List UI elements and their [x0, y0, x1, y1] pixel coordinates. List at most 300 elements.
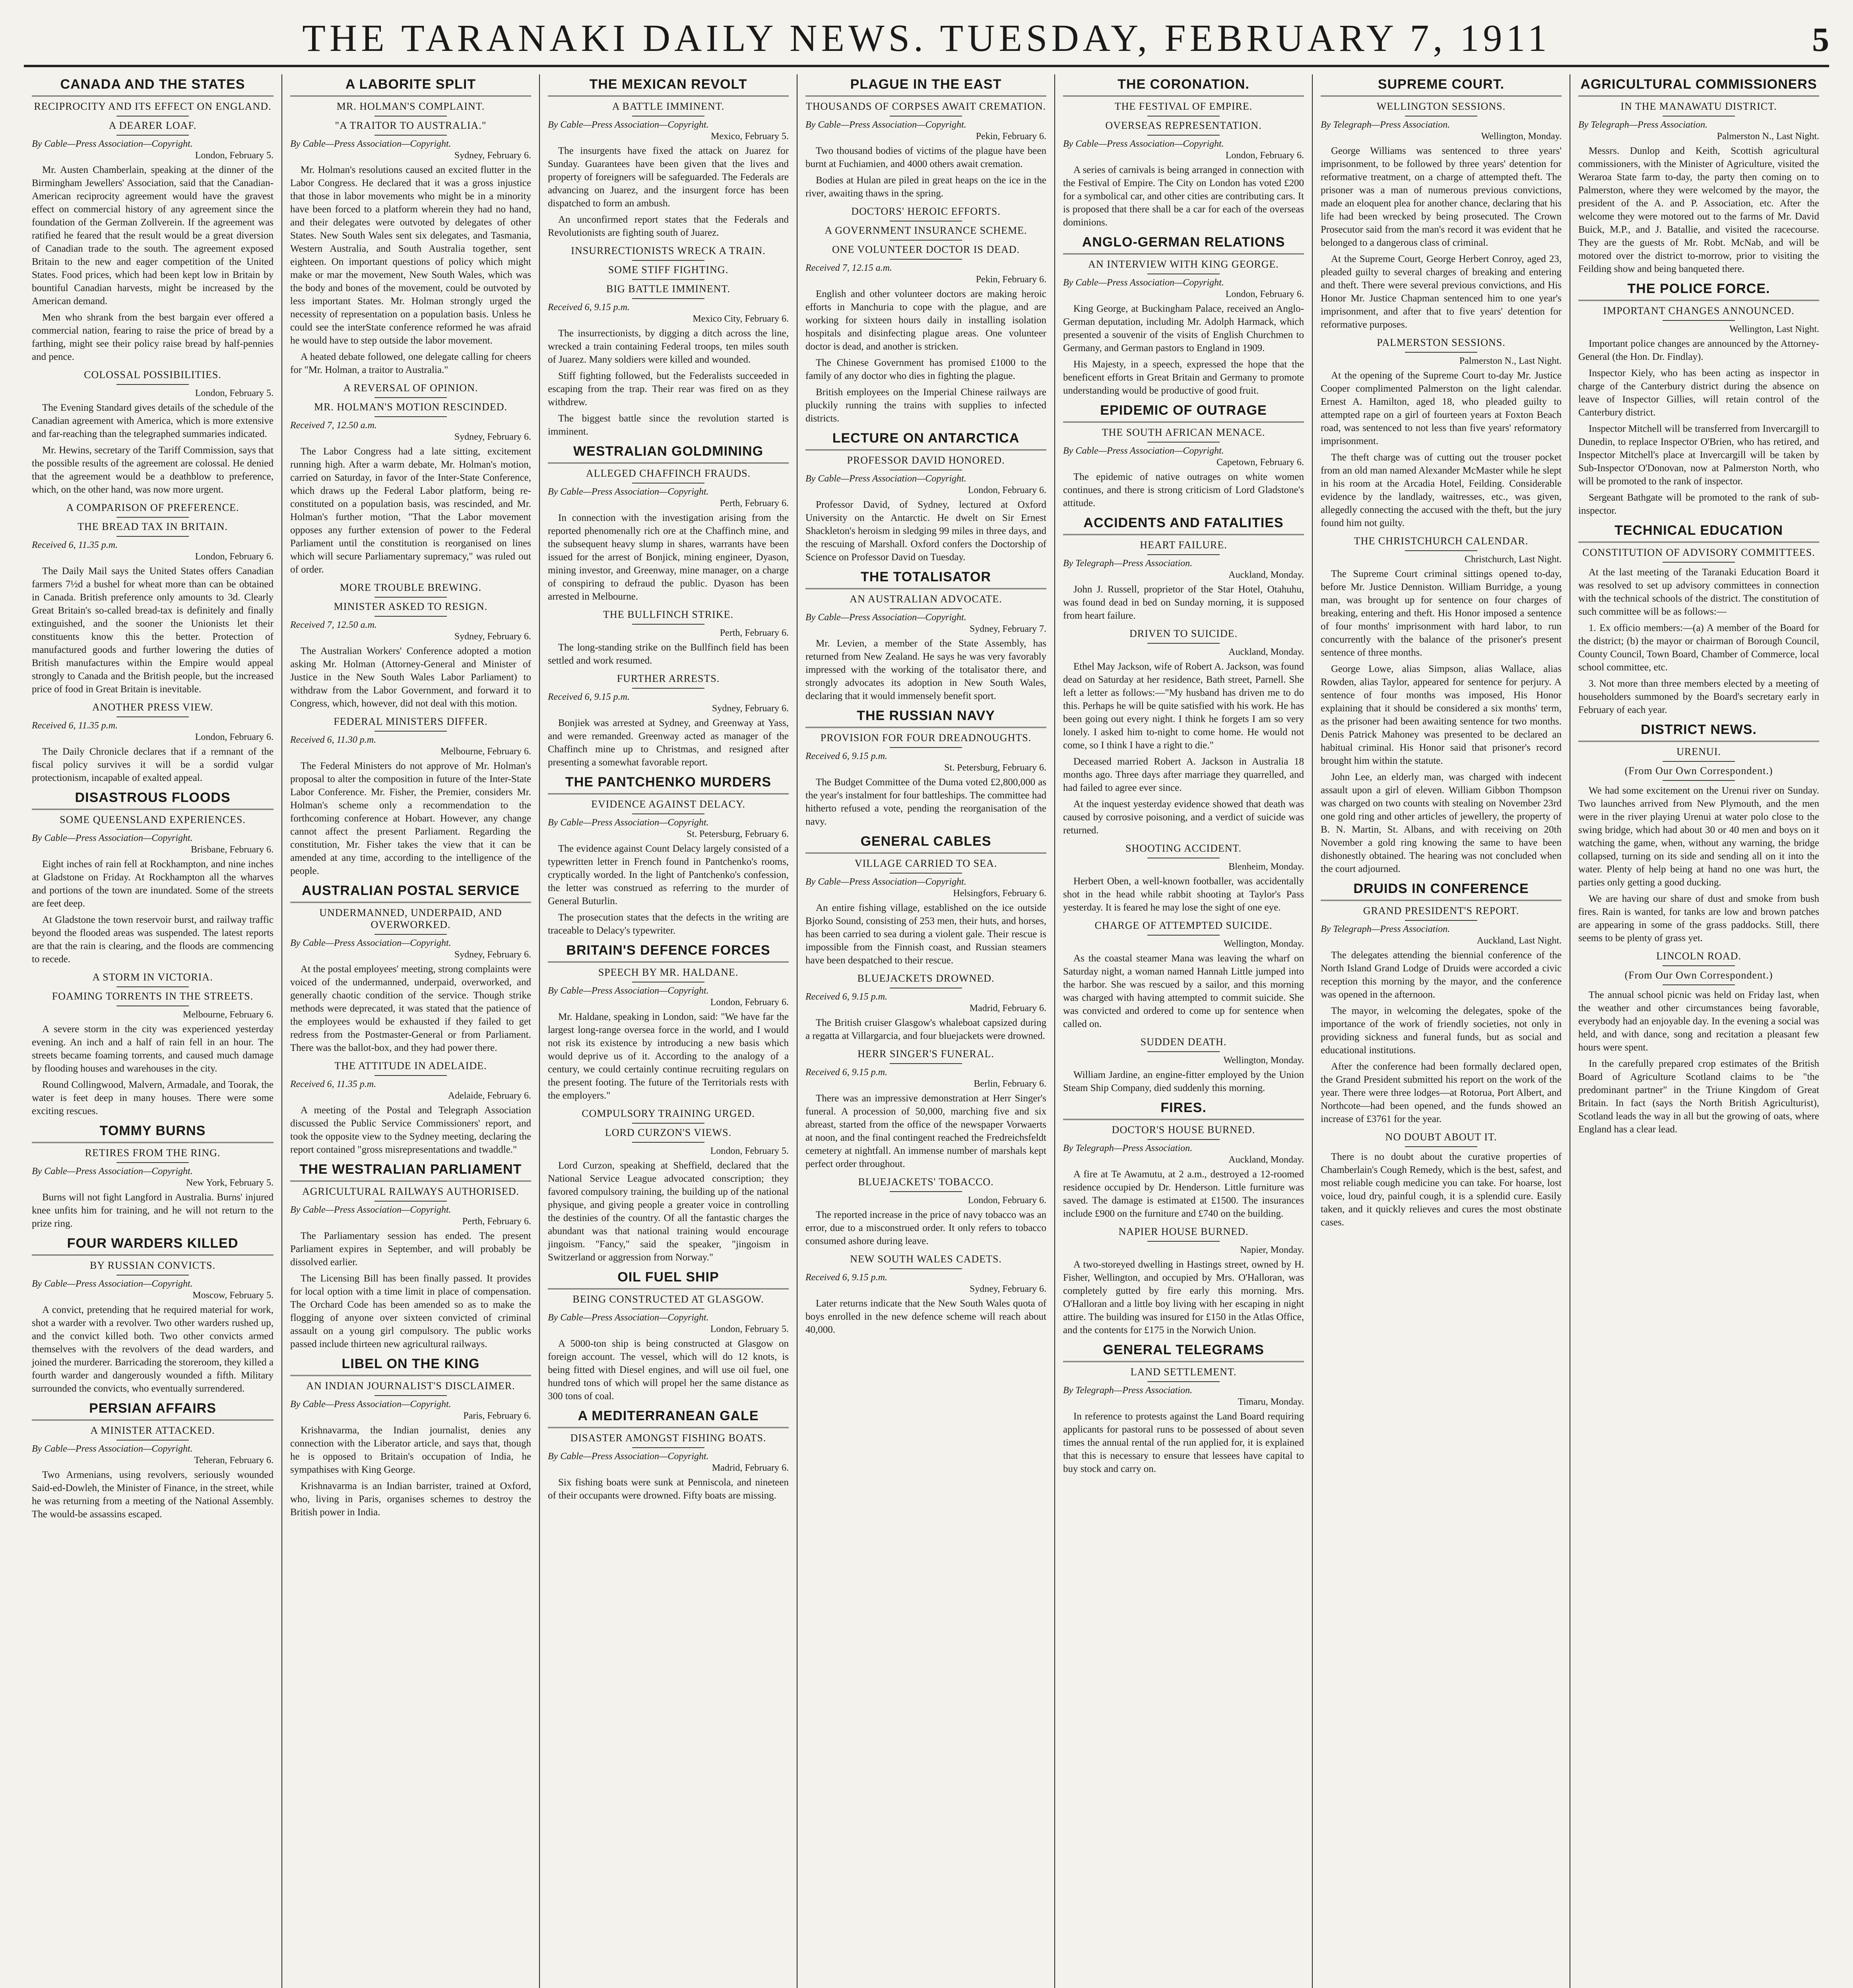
article-subhead: FEDERAL MINISTERS DIFFER.: [334, 716, 488, 727]
article: [290, 77, 531, 377]
article-place-date: Berlin, February 6.: [974, 1079, 1046, 1089]
article-paragraph: The Daily Chronicle declares that if a remnant of the fiscal policy survives it will be a sordid vulgar protectionism, incapable of exalted appeal.: [32, 746, 274, 783]
article-dateline: By Cable—Press Association—Copyright.: [32, 1279, 193, 1289]
article-dateline: By Cable—Press Association—Copyright.: [32, 1166, 193, 1176]
article-place-date: Perth, February 6.: [720, 498, 789, 509]
article: [290, 1060, 531, 1156]
article-subhead: SHOOTING ACCIDENT.: [1125, 843, 1242, 854]
article-headline: THE RUSSIAN NAVY: [805, 708, 1046, 728]
article: [805, 708, 1046, 828]
article-subhead: NO DOUBT ABOUT IT.: [1385, 1131, 1497, 1143]
article-paragraph: Herbert Oben, a well-known footballer, was accidentally shot in the head while rabbit shooting at Taylor's Pass yesterday. It is feared he may lose the sight of one eye.: [1063, 876, 1304, 913]
article: [290, 382, 531, 576]
article-place-date: Melbourne, February 6.: [183, 1010, 274, 1020]
article-subhead: RETIRES FROM THE RING.: [85, 1147, 221, 1159]
article-paragraph: Bonjiek was arrested at Sydney, and Greenway at Yass, and were remanded. Greenway acted as manager of the Chaffinch mine up to Christmas, and resigned after presenting a somewhat favorable report.: [548, 718, 789, 768]
article-subhead: VILLAGE CARRIED TO SEA.: [854, 858, 997, 869]
article: [290, 1162, 531, 1351]
article: [32, 77, 274, 363]
article: [290, 582, 531, 710]
article-headline: DISTRICT NEWS.: [1578, 722, 1819, 742]
divider-rule: [1147, 442, 1220, 443]
article-subhead: THE BREAD TAX IN BRITAIN.: [78, 521, 228, 532]
article-place-date: London, February 6.: [1225, 289, 1304, 299]
article-place-date: Sydney, February 7.: [969, 624, 1046, 634]
article-headline: DISASTROUS FLOODS: [32, 790, 274, 810]
article: [1063, 235, 1304, 397]
article-subhead: (From Our Own Correspondent.): [1624, 969, 1773, 981]
article: [805, 431, 1046, 564]
article-headline: THE CORONATION.: [1063, 77, 1304, 97]
divider-rule: [890, 747, 962, 748]
article-place-date: Mexico, February 5.: [711, 131, 789, 142]
article-subhead: HEART FAILURE.: [1140, 539, 1227, 551]
divider-rule: [890, 240, 962, 241]
article-paragraph: Stiff fighting followed, but the Federalists succeeded in escaping from the trap. Their rear was fired on as they withdrew.: [548, 371, 789, 408]
article-subhead: DOCTORS' HEROIC EFFORTS.: [851, 206, 1001, 217]
article-dateline: By Telegraph—Press Association.: [1063, 558, 1193, 569]
article-paragraph: A series of carnivals is being arranged in connection with the Festival of Empire. The City on London has voted £200 for a symbolical car, and other cities are contributing cars. It is proposed that there shall be a car for each of the overseas dominions.: [1063, 165, 1304, 228]
article-subhead: NEW SOUTH WALES CADETS.: [850, 1253, 1002, 1265]
column-3: [539, 74, 797, 1988]
article-subhead: GRAND PRESIDENT'S REPORT.: [1363, 905, 1519, 916]
article-subhead: A GOVERNMENT INSURANCE SCHEME.: [825, 225, 1027, 236]
article-dateline: By Cable—Press Association—Copyright.: [290, 938, 451, 948]
divider-rule: [1663, 761, 1735, 762]
article-paragraph: The Evening Standard gives details of the schedule of the Canadian agreement with America, which is more extensive and far-reaching than the telegraphed summaries indicated.: [32, 402, 274, 439]
article-paragraph: Mr. Levien, a member of the State Assembly, has returned from New Zealand. He says he was very favorably impressed with the working of the totalisator there, and strongly advocates its adoption in New South Wales, declaring that it would immensely benefit sport.: [805, 638, 1046, 701]
article-dateline: By Telegraph—Press Association.: [1321, 924, 1450, 934]
article-paragraph: The Australian Workers' Conference adopted a motion asking Mr. Holman (Attorney-General and Minister of Justice in the New South Wales Labor Parliament) to withdraw from the Labor Government, and forward it to Congress, which, however, did not deal with this motion.: [290, 646, 531, 709]
article-paragraph: After the conference had been formally declared open, the Grand President submitted his report on the work of the year. There were three lodges—at Rotorua, Port Albert, and Northcote—had been opened, and the funds showed an increase of £3761 for the year.: [1321, 1061, 1562, 1124]
article-headline: BRITAIN'S DEFENCE FORCES: [548, 943, 789, 963]
article-subhead: BY RUSSIAN CONVICTS.: [90, 1260, 215, 1271]
article-headline: OIL FUEL SHIP: [548, 1270, 789, 1289]
article-paragraph: Lord Curzon, speaking at Sheffield, declared that the National Service League advocated conscription; they favored compulsory training, the building up of the national physique, and giving people a greater voice in controlling the destinies of the country. Of all the fantastic charges the abundant was that national training would encourage jingoism. "Fancy," said the speaker, "jingoism in Switzerland or aggression from Norway.": [548, 1160, 789, 1263]
article-subhead: RECIPROCITY AND ITS EFFECT ON ENGLAND.: [34, 101, 272, 112]
divider-rule: [116, 1275, 189, 1276]
article-paragraph: A fire at Te Awamutu, at 2 a.m., destroyed a 12-roomed residence occupied by Dr. Henderson. Little furniture was saved. The damage is estimated at £1500. The insurances include £900 on the furniture and £740 on the building.: [1063, 1169, 1304, 1219]
article-subhead: LORD CURZON'S VIEWS.: [605, 1127, 732, 1138]
article-subhead: MR. HOLMAN'S MOTION RESCINDED.: [314, 401, 508, 413]
divider-rule: [1405, 550, 1477, 551]
article-headline: PERSIAN AFFAIRS: [32, 1401, 274, 1421]
article: [805, 569, 1046, 703]
article-subhead: BEING CONSTRUCTED AT GLASGOW.: [572, 1293, 764, 1305]
divider-rule: [1147, 1381, 1220, 1382]
article-subhead: AGRICULTURAL RAILWAYS AUTHORISED.: [302, 1186, 520, 1197]
article-paragraph: George Williams was sentenced to three years' imprisonment, to be followed by three years' detention for reformative treatment, on a charge of attempted theft. The prisoner was a man of numerous previous convictions, made an eloquent plea for another chance, declaring that his life had been wrecked by being prosecuted. The Crown Prosecutor said from the man's record it was evident that he belonged to a dangerous class of criminal.: [1321, 146, 1562, 248]
article-dateline: Received 7, 12.50 a.m.: [290, 420, 377, 431]
article-subhead: COMPULSORY TRAINING URGED.: [582, 1108, 755, 1119]
article-subhead: "A TRAITOR TO AUSTRALIA.": [335, 120, 487, 131]
article-paragraph: Eight inches of rain fell at Rockhampton, and nine inches at Gladstone on Friday. At Rockhampton all the wharves and portions of the town are inundated. Some of the streets are feet deep.: [32, 859, 274, 909]
article-dateline: By Cable—Press Association—Copyright.: [1063, 139, 1224, 149]
article-headline: THE PANTCHENKO MURDERS: [548, 775, 789, 794]
article-subhead: SPEECH BY MR. HALDANE.: [598, 967, 739, 978]
article-paragraph: In connection with the investigation arising from the reported phenomenally rich ore at the Chaffinch mine, and the subsequent heavy slump in shares, warrants have been issued for the arrest of Bonjick, mining engineer, Dyason, mining investor, and Greenway, mine manager, on a charge of conspiring to defraud the public. Dyason has been arrested in Melbourne.: [548, 513, 789, 602]
article: [805, 1176, 1046, 1248]
divider-rule: [1663, 562, 1735, 563]
article-dateline: By Cable—Press Association—Copyright.: [32, 139, 193, 149]
article-paragraph: The Supreme Court criminal sittings opened to-day, before Mr. Justice Denniston. William Burridge, a young man, was brought up for sentence on four charges of breaking, entering and theft. His Honor imposed a sentence of four months' imprisonment with hard labor, to run concurrently with the balance of the prisoner's present sentence of three months.: [1321, 569, 1562, 658]
article-subhead: IN THE MANAWATU DISTRICT.: [1620, 101, 1777, 112]
article-subhead: URENUI.: [1676, 746, 1721, 757]
article-paragraph: The Chinese Government has promised £1000 to the family of any doctor who dies in fighting the plague.: [805, 357, 1046, 381]
article-paragraph: His Majesty, in a speech, expressed the hope that the beneficent efforts in Great Britain and Germany to promote understanding would be productive of good fruit.: [1063, 359, 1304, 396]
article-subhead: THE SOUTH AFRICAN MENACE.: [1102, 427, 1265, 438]
article-paragraph: Men who shrank from the best bargain ever offered a commercial nation, fearing to raise the price of bread by a farthing, might see their policy raise bread by half-pennies and pence.: [32, 312, 274, 362]
divider-rule: [374, 1075, 447, 1076]
article-headline: THE POLICE FORCE.: [1578, 281, 1819, 301]
article-dateline: By Cable—Press Association—Copyright.: [32, 833, 193, 843]
article-dateline: Received 6, 11.30 p.m.: [290, 735, 376, 745]
article-headline: THE WESTRALIAN PARLIAMENT: [290, 1162, 531, 1182]
divider-rule: [1147, 135, 1220, 136]
divider-rule: [1663, 984, 1735, 985]
article-paragraph: John Lee, an elderly man, was charged with indecent assault upon a girl of eleven. William Gibbon Thompson was charged on two counts with stealing on November 23rd one gold ring and other articles of jewellery, the property of B. N. Martin, St. Albans, and with receiving on 20th November a gold ring knowing the same to have been dishonestly obtained. The hearing was not concluded when the court adjourned.: [1321, 772, 1562, 874]
article-subhead: A REVERSAL OF OPINION.: [343, 382, 478, 394]
article-subhead: MR. HOLMAN'S COMPLAINT.: [336, 101, 485, 112]
article-subhead: DRIVEN TO SUICIDE.: [1129, 628, 1238, 639]
article: [805, 1253, 1046, 1336]
article-place-date: London, February 5.: [195, 388, 274, 398]
article-place-date: Auckland, Monday.: [1228, 647, 1304, 657]
divider-rule: [890, 873, 962, 874]
divider-rule: [116, 829, 189, 830]
article-paragraph: The theft charge was of cutting out the trouser pocket from an old man named Alexander McMaster while he slept in his room at the Arcadia Hotel, Feilding. Considerable evidence by the landlady, waitresses, etc., was given, allegedly connecting the accused with the theft, but the jury found him not guilty.: [1321, 452, 1562, 528]
article-dateline: By Cable—Press Association—Copyright.: [290, 1399, 451, 1409]
article-place-date: Wellington, Last Night.: [1729, 324, 1819, 334]
columns-container: [24, 74, 1829, 1988]
article-paragraph: Mr. Holman's resolutions caused an excited flutter in the Labor Congress. He declared that it was a gross injustice that those in labor movements who might be in a minority have been forced to a platform wherein they had no hand, and their delegates were outvoted by delegates of other States. New South Wales sent six delegates, and Tasmania, Western Australia, and South Australia together, sent eighteen. On important questions of policy which might make or mar the movement, New South Wales, which was the body and bones of the movement, could be outvoted by less important States. Mr. Holman strongly urged the necessity of representation on a population basis. Unless he could see the interState conference reformed he was afraid he would have to step outside the labor movement.: [290, 165, 531, 346]
divider-rule: [116, 536, 189, 537]
article-paragraph: A 5000-ton ship is being constructed at Glasgow on foreign account. The vessel, which will do 12 knots, is being fitted with Diesel engines, and will use oil fuel, one hundred tons of which will propel her the same distance as 300 tons of coal.: [548, 1338, 789, 1402]
article: [1063, 1342, 1304, 1475]
divider-rule: [1147, 1241, 1220, 1242]
divider-rule: [632, 279, 704, 280]
article-dateline: By Cable—Press Association—Copyright.: [290, 139, 451, 149]
article-place-date: London, February 6.: [968, 1195, 1046, 1206]
divider-rule: [374, 397, 447, 398]
article-subhead: THE CHRISTCHURCH CALENDAR.: [1354, 535, 1529, 547]
article-subhead: THE FESTIVAL OF EMPIRE.: [1114, 101, 1253, 112]
article-subhead: PROFESSOR DAVID HONORED.: [847, 454, 1005, 466]
article: [1578, 950, 1819, 1136]
article-dateline: Received 6, 11.35 p.m.: [32, 720, 118, 731]
article-headline: EPIDEMIC OF OUTRAGE: [1063, 403, 1304, 423]
article-place-date: Pekin, February 6.: [976, 274, 1046, 285]
article-headline: PLAGUE IN THE EAST: [805, 77, 1046, 97]
article-subhead: EVIDENCE AGAINST DELACY.: [591, 798, 745, 810]
article: [1063, 1226, 1304, 1337]
article-subhead: AN INDIAN JOURNALIST'S DISCLAIMER.: [306, 1380, 515, 1392]
article: [1578, 523, 1819, 716]
article-place-date: St. Petersburg, February 6.: [944, 763, 1046, 773]
divider-rule: [632, 298, 704, 299]
article-dateline: By Cable—Press Association—Copyright.: [32, 1444, 193, 1454]
article: [1321, 535, 1562, 876]
divider-rule: [1147, 1139, 1220, 1140]
article-headline: DRUIDS IN CONFERENCE: [1321, 881, 1562, 901]
article-dateline: Received 6, 9.15 p.m.: [805, 992, 887, 1002]
divider-rule: [632, 1142, 704, 1143]
article: [32, 1401, 274, 1521]
article-subhead: HERR SINGER'S FUNERAL.: [858, 1048, 994, 1060]
article-subhead: MORE TROUBLE BREWING.: [340, 582, 482, 593]
divider-rule: [890, 1268, 962, 1269]
article-subhead: A DEARER LOAF.: [109, 120, 197, 131]
article: [805, 77, 1046, 200]
article-place-date: Madrid, February 6.: [712, 1463, 789, 1473]
article-dateline: By Cable—Press Association—Copyright.: [805, 120, 966, 130]
article-place-date: Christchurch, Last Night.: [1465, 554, 1562, 565]
article-place-date: Perth, February 6.: [720, 628, 789, 638]
article: [32, 701, 274, 784]
article-subhead: (From Our Own Correspondent.): [1624, 765, 1773, 777]
article-paragraph: At the opening of the Supreme Court to-day Mr. Justice Cooper complimented Palmerston on the light calendar. Ernest A. Hamilton, aged 18, who pleaded guilty to attempted rape on a girl of fourteen years at Foxton Beach road, was sentenced to not less than five years' reformatory imprisonment.: [1321, 370, 1562, 447]
article: [290, 1356, 531, 1519]
article-dateline: By Cable—Press Association—Copyright.: [805, 877, 966, 887]
article-paragraph: 3. Not more than three members elected by a meeting of householders summoned by the Board's secretary early in February of each year.: [1578, 678, 1819, 715]
article-subhead: CHARGE OF ATTEMPTED SUICIDE.: [1094, 920, 1273, 931]
article: [548, 245, 789, 438]
article-subhead: IMPORTANT CHANGES ANNOUNCED.: [1603, 305, 1795, 316]
article-paragraph: The Labor Congress had a late sitting, excitement running high. After a warm debate, Mr. Holman's motion, carried on Saturday, in favor of the Inter-State Conference, which draws up the Federal Labor platform, being re-constituted on a population basis, was rescinded, and Mr. Holman's further motion, "That the Labor movement opposes any further extension of power to the Federal Parliament until the constitution is reorganised on lines which will secure Parliamentary supremacy," was ruled out of order.: [290, 446, 531, 575]
article-subhead: SUDDEN DEATH.: [1140, 1036, 1227, 1048]
article-place-date: Madrid, February 6.: [969, 1003, 1046, 1013]
article-place-date: Melbourne, February 6.: [440, 746, 531, 757]
article: [1063, 403, 1304, 510]
article-place-date: Blenheim, Monday.: [1228, 862, 1304, 872]
article-place-date: Timaru, Monday.: [1238, 1397, 1304, 1407]
article-headline: TECHNICAL EDUCATION: [1578, 523, 1819, 543]
article-dateline: By Cable—Press Association—Copyright.: [1063, 446, 1224, 456]
article-dateline: By Telegraph—Press Association.: [1063, 1143, 1193, 1153]
article: [805, 206, 1046, 425]
article-place-date: Pekin, February 6.: [976, 131, 1046, 142]
masthead: [24, 16, 1829, 67]
article: [1321, 881, 1562, 1126]
article-paragraph: Burns will not fight Langford in Australia. Burns' injured knee unfits him for training, and he will not return to the prize ring.: [32, 1192, 274, 1229]
article-headline: LECTURE ON ANTARCTICA: [805, 431, 1046, 450]
article-subhead: FURTHER ARRESTS.: [617, 673, 720, 684]
article-paragraph: The British cruiser Glasgow's whaleboat capsized during a regatta at Villargarcia, and four bluejackets were drowned.: [805, 1017, 1046, 1041]
article-place-date: Wellington, Monday.: [1481, 131, 1562, 142]
article-subhead: COLOSSAL POSSIBILITIES.: [84, 369, 221, 381]
article-paragraph: A two-storeyed dwelling in Hastings street, owned by H. Fisher, Wellington, and occupied by Mrs. O'Halloran, was completely gutted by fire early this morning. Mrs. O'Halloran and a little boy living with her escaping in night attire. The building was insured for £150 in the Atlas Office, and the contents for £175 in the Norwich Union.: [1063, 1259, 1304, 1336]
divider-rule: [632, 813, 704, 814]
article-paragraph: In the carefully prepared crop estimates of the British Board of Agriculture Scotland claims to be "the predominant partner" in the Triune Kingdom of Great Britain. In fact (says the North British Agriculturist), Scotland leads the way in all but the growing of oats, where England has a clear lead.: [1578, 1058, 1819, 1135]
article-dateline: Received 6, 11.35 p.m.: [290, 1079, 376, 1089]
article-subhead: ONE VOLUNTEER DOCTOR IS DEAD.: [832, 244, 1020, 255]
article-paragraph: The Daily Mail says the United States offers Canadian farmers 7½d a bushel for wheat more than can be obtained in Canada. British preference only amounts to 3d. Clearly Great Britain's so-called bread-tax is definitely and finally extinguished, and the sooner the Unionists let their constituents know this the better. Protection of manufactured goods and further lowering the duties of British manufactures within the Empire would appeal strongly to Canada and the British people, but the increased price of food in Great Britain is inevitable.: [32, 566, 274, 695]
column-1: [24, 74, 281, 1988]
article-paragraph: The insurgents have fixed the attack on Juarez for Sunday. Guarantees have been given that the lives and property of foreigners will be safeguarded. The Federals are advancing on Juarez, and the insurgent force has been dispatched to form an ambush.: [548, 146, 789, 209]
article: [1578, 281, 1819, 517]
divider-rule: [374, 731, 447, 732]
divider-rule: [632, 688, 704, 689]
article-paragraph: The Parliamentary session has ended. The present Parliament expires in September, and will probably be dissolved earlier.: [290, 1231, 531, 1268]
article: [548, 1270, 789, 1403]
article-dateline: Received 6, 9.15 p.m.: [548, 692, 630, 702]
article-paragraph: We had some excitement on the Urenui river on Sunday. Two launches arrived from New Plymouth, and the men were in the river playing Urenui at water polo close to the swing bridge, which had about 30 or 40 men and boys on it watching the game, when, without any warning, the bridge collapsed, turning on its side and sending all on it into the water. Plenty of help being at hand no one was hurt, the parties only getting a good ducking.: [1578, 785, 1819, 888]
article-dateline: By Cable—Press Association—Copyright.: [548, 1312, 709, 1323]
divider-rule: [1147, 935, 1220, 936]
article: [32, 1236, 274, 1395]
article-subhead: LAND SETTLEMENT.: [1130, 1366, 1237, 1378]
article: [548, 444, 789, 603]
article-paragraph: A convict, pretending that he required material for work, shot a warder with a revolver. Two other warders rushed up, and the convict killed both. Two other convicts armed themselves with the revolvers of the dead warders, and joined the murderer. Barricading the storeroom, they killed a fourth warder and dangerously wounded a fifth. Military surrounded the convicts, who eventually surrendered.: [32, 1305, 274, 1394]
article-paragraph: Mr. Hewins, secretary of the Tariff Commission, says that the possible results of the agreement are colossal. He denied that the agreement would be a deathblow to preference, which, on the other hand, was now more urgent.: [32, 445, 274, 495]
column-6: [1312, 74, 1570, 1988]
article-paragraph: At the last meeting of the Taranaki Education Board it was resolved to set up advisory committees in connection with the technical schools of the district. The constitution of such committee will be as follows:—: [1578, 567, 1819, 617]
article-place-date: Wellington, Monday.: [1223, 1055, 1304, 1066]
article: [1578, 77, 1819, 276]
divider-rule: [632, 260, 704, 261]
article-place-date: London, February 6.: [1225, 150, 1304, 161]
divider-rule: [890, 1063, 962, 1064]
article-headline: TOMMY BURNS: [32, 1123, 274, 1143]
article-place-date: Teheran, February 6.: [194, 1455, 274, 1466]
divider-rule: [890, 608, 962, 609]
article-paragraph: An entire fishing village, established on the ice outside Bjorko Sound, consisting of 253 men, their huts, and horses, has been carried to sea during a violent gale. Their rescue is impossible from the Finnish coast, and Russian steamers have been despatched to their rescue.: [805, 903, 1046, 966]
article-paragraph: The evidence against Count Delacy largely consisted of a typewritten letter in French found in Pantchenko's rooms, cryptically worded. In the light of Pantchenko's confession, the letter was construed as referring to the murder of General Buturlin.: [548, 843, 789, 907]
article-place-date: Sydney, February 6.: [454, 150, 531, 161]
article: [1063, 628, 1304, 837]
article-paragraph: The reported increase in the price of navy tobacco was an error, due to a misconstrued order. It only refers to tobacco consumed ashore during leave.: [805, 1209, 1046, 1246]
article-paragraph: The delegates attending the biennial conference of the North Island Grand Lodge of Druids were accorded a civic reception this morning by the mayor, and the conference was opened in the afternoon.: [1321, 950, 1562, 1000]
article-place-date: London, February 6.: [195, 551, 274, 562]
article-headline: GENERAL TELEGRAMS: [1063, 1342, 1304, 1362]
article-dateline: By Cable—Press Association—Copyright.: [548, 986, 709, 996]
article-headline: AGRICULTURAL COMMISSIONERS: [1578, 77, 1819, 97]
article-headline: A LABORITE SPLIT: [290, 77, 531, 97]
article: [1063, 515, 1304, 622]
article: [32, 1123, 274, 1230]
article-dateline: By Cable—Press Association—Copyright.: [548, 1451, 709, 1462]
article-dateline: Received 7, 12.50 a.m.: [290, 620, 377, 630]
article-headline: ACCIDENTS AND FATALITIES: [1063, 515, 1304, 535]
article-paragraph: John J. Russell, proprietor of the Star Hotel, Otahuhu, was found dead in bed on Sunday morning, it is supposed from heart failure.: [1063, 584, 1304, 621]
article-subhead: ALLEGED CHAFFINCH FRAUDS.: [586, 468, 751, 479]
article-subhead: A BATTLE IMMINENT.: [612, 101, 725, 112]
divider-rule: [1405, 1146, 1477, 1147]
article-place-date: Napier, Monday.: [1240, 1245, 1304, 1255]
article-headline: CANADA AND THE STATES: [32, 77, 274, 97]
article-place-date: Perth, February 6.: [462, 1216, 531, 1227]
article-subhead: FOAMING TORRENTS IN THE STREETS.: [52, 990, 254, 1002]
article-paragraph: Inspector Kiely, who has been acting as inspector in charge of the Canterbury district during the absence on leave of Inspector Gillies, will retain control of the Canterbury district.: [1578, 368, 1819, 418]
divider-rule: [1147, 554, 1220, 555]
divider-rule: [632, 1123, 704, 1124]
article-paragraph: The epidemic of native outrages on white women continues, and there is strong criticism of Lord Gladstone's attitude.: [1063, 472, 1304, 509]
article-place-date: Palmerston N., Last Night.: [1717, 131, 1819, 142]
article-headline: FIRES.: [1063, 1100, 1304, 1120]
article: [1321, 77, 1562, 331]
article: [1063, 77, 1304, 229]
article-paragraph: At the inquest yesterday evidence showed that death was caused by corrosive poisoning, and a verdict of suicide was returned.: [1063, 799, 1304, 836]
article-dateline: Received 6, 9.15 p.m.: [805, 1067, 887, 1077]
article-paragraph: The Licensing Bill has been finally passed. It provides for local option with a time limit in place of compensation. The Orchard Code has been amended so as to make the flogging of anyone over sixteen convicted of criminal assault on a young girl compulsory. The public works passed include thirteen new agricultural railways.: [290, 1273, 531, 1349]
article-place-date: Adelaide, February 6.: [448, 1091, 531, 1101]
article-place-date: Sydney, February 6.: [454, 631, 531, 642]
article: [32, 369, 274, 496]
article-place-date: Auckland, Monday.: [1228, 1155, 1304, 1165]
article: [32, 502, 274, 696]
article-place-date: Palmerston N., Last Night.: [1459, 356, 1562, 366]
article-subhead: DISASTER AMONGST FISHING BOATS.: [570, 1432, 766, 1444]
article-paragraph: Six fishing boats were sunk at Penniscola, and nineteen of their occupants were drowned. Fifty boats are missing.: [548, 1477, 789, 1501]
divider-rule: [116, 1162, 189, 1163]
article-dateline: By Telegraph—Press Association.: [1063, 1385, 1193, 1396]
article-place-date: London, February 6.: [968, 485, 1046, 495]
article-subhead: THOUSANDS OF CORPSES AWAIT CREMATION.: [805, 101, 1046, 112]
article-place-date: London, February 6.: [710, 997, 789, 1008]
divider-rule: [1405, 920, 1477, 921]
article-dateline: By Telegraph—Press Association.: [1578, 120, 1708, 130]
article-subhead: BIG BATTLE IMMINENT.: [606, 283, 730, 295]
article-subhead: A STORM IN VICTORIA.: [92, 971, 213, 983]
article-paragraph: William Jardine, an engine-fitter employed by the Union Steam Ship Company, died suddenly this morning.: [1063, 1070, 1304, 1093]
article: [548, 1408, 789, 1502]
article-paragraph: An unconfirmed report states that the Federals and Revolutionists are fighting south of Juarez.: [548, 214, 789, 238]
divider-rule: [632, 1447, 704, 1448]
article: [32, 790, 274, 966]
article-place-date: London, February 5.: [710, 1324, 789, 1334]
article-subhead: SOME QUEENSLAND EXPERIENCES.: [60, 814, 246, 825]
article-paragraph: The prosecution states that the defects in the writing are traceable to Delacy's typewriter.: [548, 912, 789, 936]
article: [548, 943, 789, 1102]
article-place-date: Auckland, Last Night.: [1477, 936, 1562, 946]
article-paragraph: Ethel May Jackson, wife of Robert A. Jackson, was found dead on Saturday at her residence, Bath street, Parnell. She left a letter as follows:—"My husband has driven me to do this. Perhaps he will be quite satisfied with his work. He has been going out every night. I think he forgets I am so very lonely. I asked him to-night to come home. He would not come, so I think I have a right to die.": [1063, 661, 1304, 751]
divider-rule: [1663, 780, 1735, 781]
article-paragraph: Krishnavarma, the Indian journalist, denies any connection with the Liberator article, and says that, though he is opposed to Britain's occupation of India, he sympathises with King George.: [290, 1425, 531, 1475]
article-subhead: LINCOLN ROAD.: [1656, 950, 1741, 962]
divider-rule: [374, 135, 447, 136]
article-place-date: Wellington, Monday.: [1223, 939, 1304, 949]
divider-rule: [374, 934, 447, 935]
article-place-date: London, February 5.: [195, 150, 274, 161]
article-subhead: PROVISION FOR FOUR DREADNOUGHTS.: [820, 732, 1032, 744]
article-paragraph: Mr. Haldane, speaking in London, said: "We have far the largest long-range oversea force in the world, and I would not risk its existence by introducing a new basis which would deprive us of it. According to the analogy of a century, we could certainly continue recruiting regulars on the present footing. The future of the Territorials rests with the employers.": [548, 1011, 789, 1101]
column-2: [281, 74, 539, 1988]
article-paragraph: The biggest battle since the revolution started is imminent.: [548, 413, 789, 437]
article: [548, 609, 789, 667]
article-paragraph: English and other volunteer doctors are making heroic efforts in Manchuria to cope with the plague, and are working for sixteen hours daily in installing isolation hospitals and disinfecting plague areas. One volunteer doctor is dead, and another is stricken.: [805, 289, 1046, 352]
article-place-date: Mexico City, February 6.: [693, 314, 789, 324]
article-subhead: UNDERMANNED, UNDERPAID, AND OVERWORKED.: [319, 907, 502, 930]
article-subhead: BLUEJACKETS DROWNED.: [857, 973, 995, 984]
column-4: [797, 74, 1054, 1988]
article-place-date: Capetown, February 6.: [1217, 457, 1304, 468]
article-paragraph: King George, at Buckingham Palace, received an Anglo-German deputation, including Mr. Adolph Harmack, which presented a souvenir of the visits of English Churchmen to Germany, and German pastors to England in 1909.: [1063, 303, 1304, 353]
article-place-date: Brisbane, February 6.: [191, 845, 274, 855]
article: [290, 716, 531, 878]
divider-rule: [374, 616, 447, 617]
article-paragraph: A severe storm in the city was experienced yesterday evening. An inch and a half of rain fell in an hour. The streets became foaming torrents, and caused much damage by flooding houses and warehouses in the city.: [32, 1024, 274, 1074]
article: [805, 834, 1046, 967]
article-paragraph: Mr. Austen Chamberlain, speaking at the dinner of the Birmingham Jewellers' Association, said that the Canadian-American reciprocity agreement would have the gravest effect on commercial history of any agreement since the foundation of the German Zollverein. If the agreement was ratified he feared that the result would be a great diversion of Canadian trade to the south. The agreement exposed Britain to the new and eager competition of the United States. Food prices, which had been kept low in Britain by bountiful Canadian harvests, might be increased by the American demand.: [32, 165, 274, 307]
article-subhead: PALMERSTON SESSIONS.: [1377, 337, 1506, 348]
article-paragraph: Important police changes are announced by the Attorney-General (the Hon. Dr. Findlay).: [1578, 338, 1819, 362]
article-place-date: London, February 6.: [195, 732, 274, 742]
article: [805, 1048, 1046, 1171]
divider-rule: [116, 135, 189, 136]
divider-rule: [374, 597, 447, 598]
article-headline: THE MEXICAN REVOLT: [548, 77, 789, 97]
divider-rule: [374, 416, 447, 417]
